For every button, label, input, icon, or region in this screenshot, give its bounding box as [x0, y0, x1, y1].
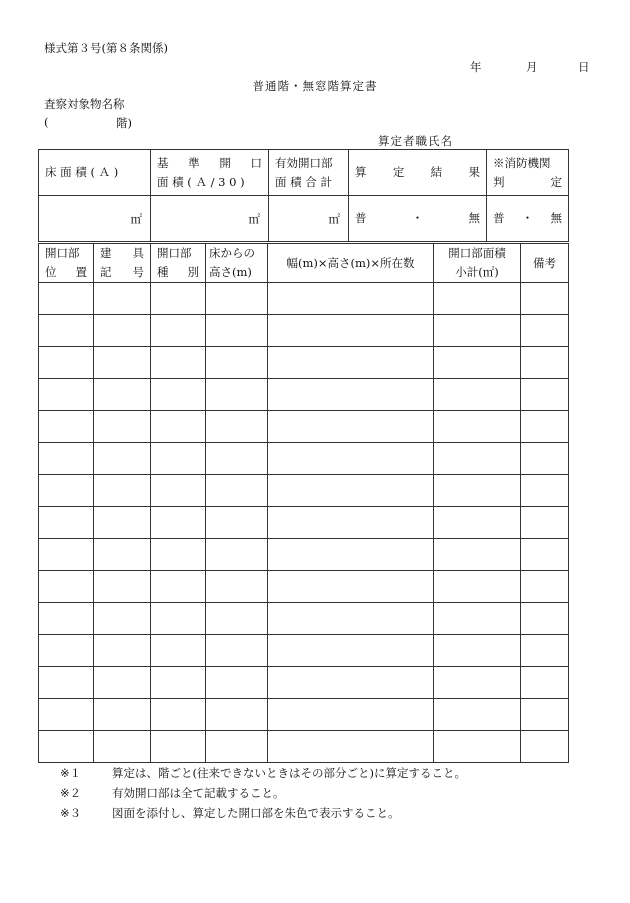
table-cell[interactable] — [434, 283, 521, 315]
table-cell[interactable] — [39, 283, 94, 315]
table-cell[interactable] — [521, 347, 569, 379]
calc-result-value[interactable]: 普 ・ 無 — [349, 196, 487, 242]
table-cell[interactable] — [94, 379, 151, 411]
effective-opening-value[interactable]: ㎡ — [269, 196, 349, 242]
table-cell[interactable] — [521, 507, 569, 539]
table-cell[interactable] — [39, 635, 94, 667]
effective-opening-header: 有効開口部 面 積 合 計 — [269, 150, 349, 196]
table-cell[interactable] — [206, 571, 268, 603]
table-cell[interactable] — [206, 635, 268, 667]
table-cell[interactable] — [206, 507, 268, 539]
table-row — [39, 443, 569, 475]
table-cell[interactable] — [206, 539, 268, 571]
table-cell[interactable] — [434, 411, 521, 443]
table-cell[interactable] — [268, 283, 434, 315]
table-cell[interactable] — [434, 667, 521, 699]
table-cell[interactable] — [206, 347, 268, 379]
table-cell[interactable] — [151, 699, 206, 731]
table-cell[interactable] — [521, 571, 569, 603]
floor-area-value[interactable]: ㎡ — [39, 196, 151, 242]
table-cell[interactable] — [521, 379, 569, 411]
table-cell[interactable] — [151, 379, 206, 411]
table-cell[interactable] — [521, 411, 569, 443]
table-row — [39, 571, 569, 603]
table-cell[interactable] — [39, 475, 94, 507]
table-cell[interactable] — [206, 379, 268, 411]
table-row — [39, 539, 569, 571]
table-cell[interactable] — [206, 283, 268, 315]
table-cell[interactable] — [151, 475, 206, 507]
table-cell[interactable] — [268, 603, 434, 635]
form-number: 様式第３号(第８条関係) — [44, 41, 168, 55]
fire-agency-value[interactable]: 普 ・ 無 — [487, 196, 569, 242]
table-cell[interactable] — [94, 699, 151, 731]
standard-opening-value[interactable]: ㎡ — [151, 196, 269, 242]
table-cell[interactable] — [268, 411, 434, 443]
table-cell[interactable] — [268, 731, 434, 763]
table-cell[interactable] — [268, 571, 434, 603]
table-cell[interactable] — [94, 667, 151, 699]
table-cell[interactable] — [94, 539, 151, 571]
col-dimensions: 幅(m)×高さ(m)×所在数 — [268, 244, 434, 283]
table-cell[interactable] — [94, 507, 151, 539]
summary-table — [38, 149, 569, 242]
col-remarks: 備考 — [521, 244, 569, 283]
table-row — [39, 315, 569, 347]
table-row — [39, 699, 569, 731]
table-cell[interactable] — [94, 443, 151, 475]
col-fixture-symbol: 建 具 記 号 — [94, 244, 151, 283]
table-cell[interactable] — [39, 507, 94, 539]
note-1: ※１ 算定は、階ごと(往来できないときはその部分ごと)に算定すること。 — [60, 766, 466, 780]
floor-label: 階) — [116, 116, 132, 130]
table-cell[interactable] — [94, 411, 151, 443]
table-cell[interactable] — [39, 315, 94, 347]
table-cell[interactable] — [39, 571, 94, 603]
table-cell[interactable] — [268, 699, 434, 731]
table-row — [39, 283, 569, 315]
table-row — [39, 635, 569, 667]
col-height-from-floor: 床からの 高さ(m) — [206, 244, 268, 283]
table-cell[interactable] — [94, 635, 151, 667]
building-name-label: 査察対象物名称 — [44, 97, 125, 111]
note-2: ※２ 有効開口部は全て記載すること。 — [60, 786, 285, 800]
table-cell[interactable] — [94, 731, 151, 763]
table-cell[interactable] — [268, 347, 434, 379]
table-row — [39, 667, 569, 699]
table-cell[interactable] — [151, 571, 206, 603]
notes — [44, 763, 466, 823]
table-cell[interactable] — [521, 475, 569, 507]
table-cell[interactable] — [151, 315, 206, 347]
table-cell[interactable] — [434, 699, 521, 731]
table-cell[interactable] — [206, 443, 268, 475]
table-cell[interactable] — [94, 347, 151, 379]
table-cell[interactable] — [206, 475, 268, 507]
table-cell[interactable] — [268, 635, 434, 667]
opening-detail-table — [38, 243, 569, 763]
table-cell[interactable] — [434, 315, 521, 347]
table-cell[interactable] — [151, 443, 206, 475]
table-cell[interactable] — [268, 475, 434, 507]
table-cell[interactable] — [521, 443, 569, 475]
table-cell[interactable] — [268, 443, 434, 475]
date-month-label: 月 — [526, 60, 538, 74]
table-row — [39, 603, 569, 635]
date-day-label: 日 — [578, 60, 590, 74]
table-cell[interactable] — [434, 507, 521, 539]
table-cell[interactable] — [521, 283, 569, 315]
table-cell[interactable] — [434, 731, 521, 763]
table-cell[interactable] — [434, 571, 521, 603]
table-cell[interactable] — [268, 379, 434, 411]
table-cell[interactable] — [268, 315, 434, 347]
table-cell[interactable] — [151, 507, 206, 539]
table-cell[interactable] — [521, 315, 569, 347]
table-cell[interactable] — [206, 699, 268, 731]
fire-agency-header: ※消防機関 判 定 — [487, 150, 569, 196]
standard-opening-header: 基 準 開 口 面 積 ( Ａ / 3 0 ) — [151, 150, 269, 196]
table-cell[interactable] — [39, 347, 94, 379]
table-cell[interactable] — [206, 315, 268, 347]
table-cell[interactable] — [94, 571, 151, 603]
table-row — [39, 731, 569, 763]
col-opening-position: 開口部 位 置 — [39, 244, 94, 283]
table-cell[interactable] — [434, 539, 521, 571]
table-cell[interactable] — [94, 603, 151, 635]
table-cell[interactable] — [521, 699, 569, 731]
calculator-name-label: 算定者職氏名 — [378, 134, 453, 148]
table-cell[interactable] — [94, 315, 151, 347]
table-cell[interactable] — [39, 539, 94, 571]
table-cell[interactable] — [521, 603, 569, 635]
table-cell[interactable] — [39, 699, 94, 731]
floor-open-paren: ( — [44, 115, 49, 129]
date-year-label: 年 — [470, 60, 482, 74]
floor-area-header: 床 面 積 ( Ａ ) — [39, 150, 151, 196]
note-3: ※３ 図面を添付し、算定した開口部を朱色で表示すること。 — [60, 806, 400, 820]
table-row — [39, 507, 569, 539]
table-cell[interactable] — [521, 731, 569, 763]
table-cell[interactable] — [268, 667, 434, 699]
table-cell[interactable] — [151, 603, 206, 635]
table-cell[interactable] — [151, 283, 206, 315]
table-cell[interactable] — [434, 443, 521, 475]
table-cell[interactable] — [94, 475, 151, 507]
table-cell[interactable] — [39, 379, 94, 411]
table-cell[interactable] — [151, 731, 206, 763]
table-row — [39, 475, 569, 507]
table-cell[interactable] — [434, 475, 521, 507]
table-cell[interactable] — [434, 635, 521, 667]
table-cell[interactable] — [151, 539, 206, 571]
table-cell[interactable] — [151, 635, 206, 667]
document-title: 普通階・無窓階算定書 — [252, 79, 378, 93]
col-opening-subtotal: 開口部面積 小計(㎡) — [434, 244, 521, 283]
table-cell[interactable] — [521, 667, 569, 699]
table-cell[interactable] — [39, 731, 94, 763]
table-cell[interactable] — [434, 379, 521, 411]
table-cell[interactable] — [206, 411, 268, 443]
table-cell[interactable] — [151, 667, 206, 699]
table-row — [39, 411, 569, 443]
table-cell[interactable] — [206, 667, 268, 699]
table-cell[interactable] — [206, 731, 268, 763]
table-cell[interactable] — [521, 539, 569, 571]
table-cell[interactable] — [151, 347, 206, 379]
table-cell[interactable] — [39, 603, 94, 635]
col-opening-type: 開口部 種 別 — [151, 244, 206, 283]
table-row — [39, 347, 569, 379]
table-cell[interactable] — [39, 443, 94, 475]
table-cell[interactable] — [434, 603, 521, 635]
calc-result-header: 算 定 結 果 — [349, 150, 487, 196]
table-cell[interactable] — [521, 635, 569, 667]
table-cell[interactable] — [39, 667, 94, 699]
table-cell[interactable] — [434, 347, 521, 379]
table-cell[interactable] — [206, 603, 268, 635]
table-cell[interactable] — [268, 539, 434, 571]
table-cell[interactable] — [151, 411, 206, 443]
table-row — [39, 379, 569, 411]
table-cell[interactable] — [268, 507, 434, 539]
table-cell[interactable] — [39, 411, 94, 443]
table-cell[interactable] — [94, 283, 151, 315]
